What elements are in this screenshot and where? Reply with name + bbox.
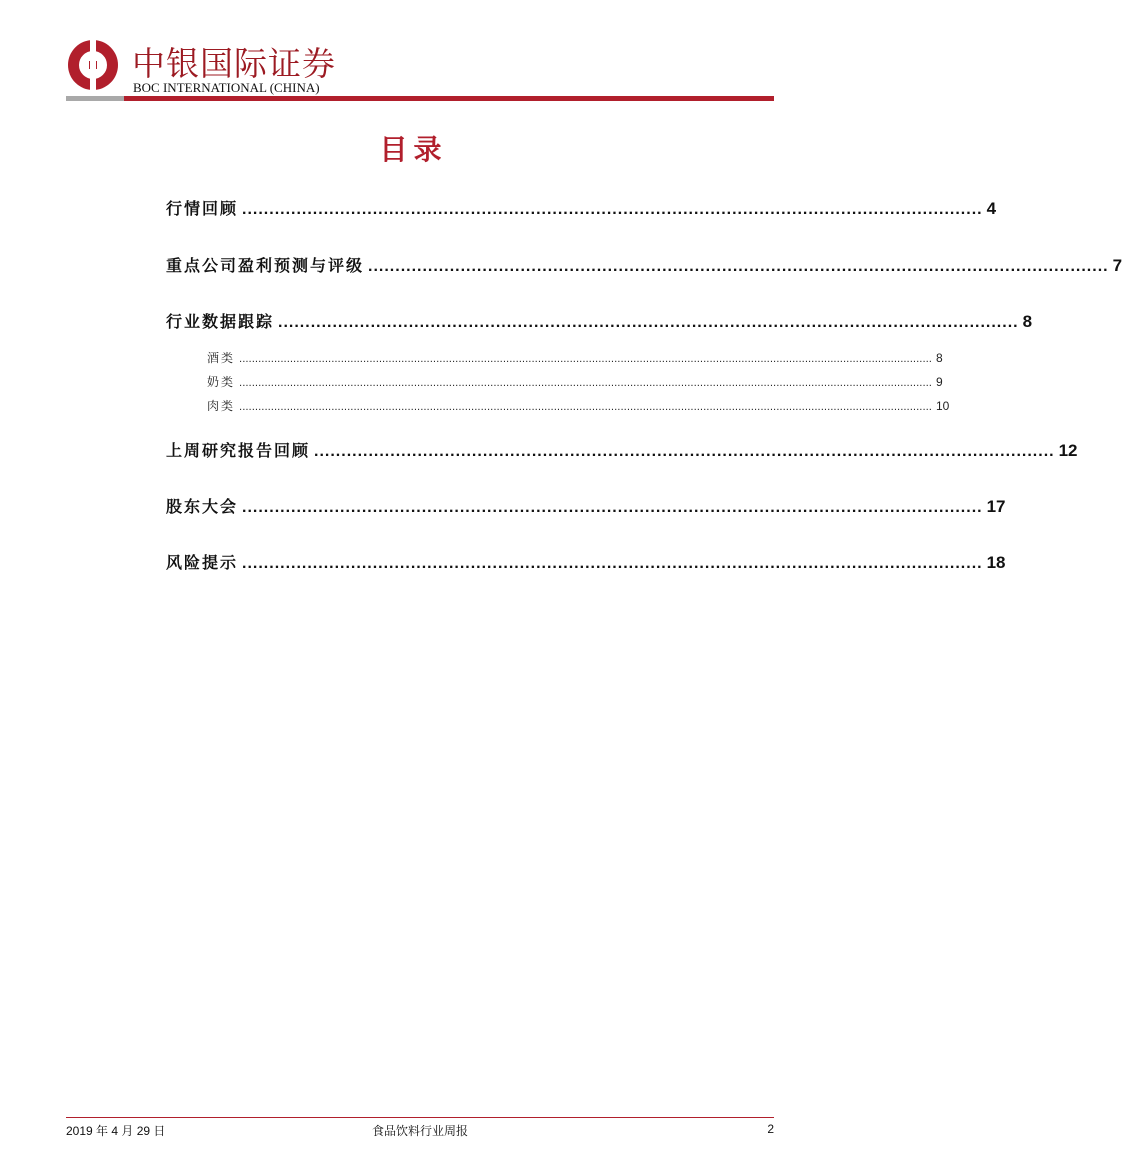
toc-leader-dots: .......................................................................................................................................................................................................................... [239, 402, 932, 413]
toc-entry[interactable] [166, 253, 1122, 276]
toc-entry-page: 18 [986, 553, 1006, 572]
toc-entry-label: 酒类 [207, 351, 236, 365]
toc-leader-dots: ........................................................................................................................................ [242, 201, 983, 218]
toc-leader-dots: .......................................................................................................................................................................................................................... [239, 378, 932, 389]
header-divider-gray [66, 96, 124, 101]
footer-page-number: 2 [767, 1122, 774, 1136]
toc-entry-page: 4 [986, 199, 997, 218]
toc-entry-page: 12 [1058, 441, 1078, 460]
toc-leader-dots: ........................................................................................................................................ [242, 555, 983, 572]
boc-logo-icon [66, 38, 120, 92]
toc-entry[interactable] [166, 550, 1006, 573]
toc-entry-label: 行业数据跟踪 [166, 312, 275, 331]
toc-entry-page: 8 [935, 351, 943, 365]
brand-name-cn: 中银国际证券 [132, 44, 336, 83]
toc-leader-dots: .......................................................................................................................................................................................................................... [239, 354, 932, 365]
toc-entry-label: 重点公司盈利预测与评级 [166, 256, 365, 275]
toc-entry-label: 肉类 [207, 399, 236, 413]
toc-entry-page: 8 [1022, 312, 1033, 331]
toc-entry-label: 上周研究报告回顾 [166, 441, 311, 460]
toc-entry[interactable] [166, 494, 1006, 517]
toc-leader-dots: ........................................................................................................................................ [368, 258, 1109, 275]
toc-entry[interactable] [166, 196, 997, 219]
toc-entry-label: 风险提示 [166, 553, 239, 572]
toc-entry-page: 7 [1112, 256, 1122, 275]
toc-subentry[interactable] [207, 397, 950, 414]
header-divider [66, 96, 774, 101]
toc-entry-page: 17 [986, 497, 1006, 516]
toc-entry-page: 9 [935, 375, 943, 389]
brand-name-en: BOC INTERNATIONAL (CHINA) [133, 80, 320, 95]
toc-subentry[interactable] [207, 349, 943, 366]
toc-entry[interactable] [166, 309, 1033, 332]
toc-leader-dots: ........................................................................................................................................ [314, 443, 1055, 460]
toc-title: 目录 [379, 133, 448, 166]
toc-subentry[interactable] [207, 373, 943, 390]
toc-leader-dots: ........................................................................................................................................ [242, 499, 983, 516]
toc-entry-label: 奶类 [207, 375, 236, 389]
toc-entry-page: 10 [935, 399, 950, 413]
toc-entry-label: 行情回顾 [166, 199, 239, 218]
header-divider-red [124, 96, 774, 101]
footer-date: 2019 年 4 月 29 日 [66, 1124, 166, 1138]
footer-report-title: 食品饮料行业周报 [371, 1124, 468, 1138]
page-footer [66, 1122, 774, 1138]
toc-entry[interactable] [166, 438, 1078, 461]
toc-entry-label: 股东大会 [166, 497, 239, 516]
toc-leader-dots: ........................................................................................................................................ [278, 314, 1019, 331]
footer-divider [66, 1117, 774, 1118]
page-header [66, 36, 774, 102]
